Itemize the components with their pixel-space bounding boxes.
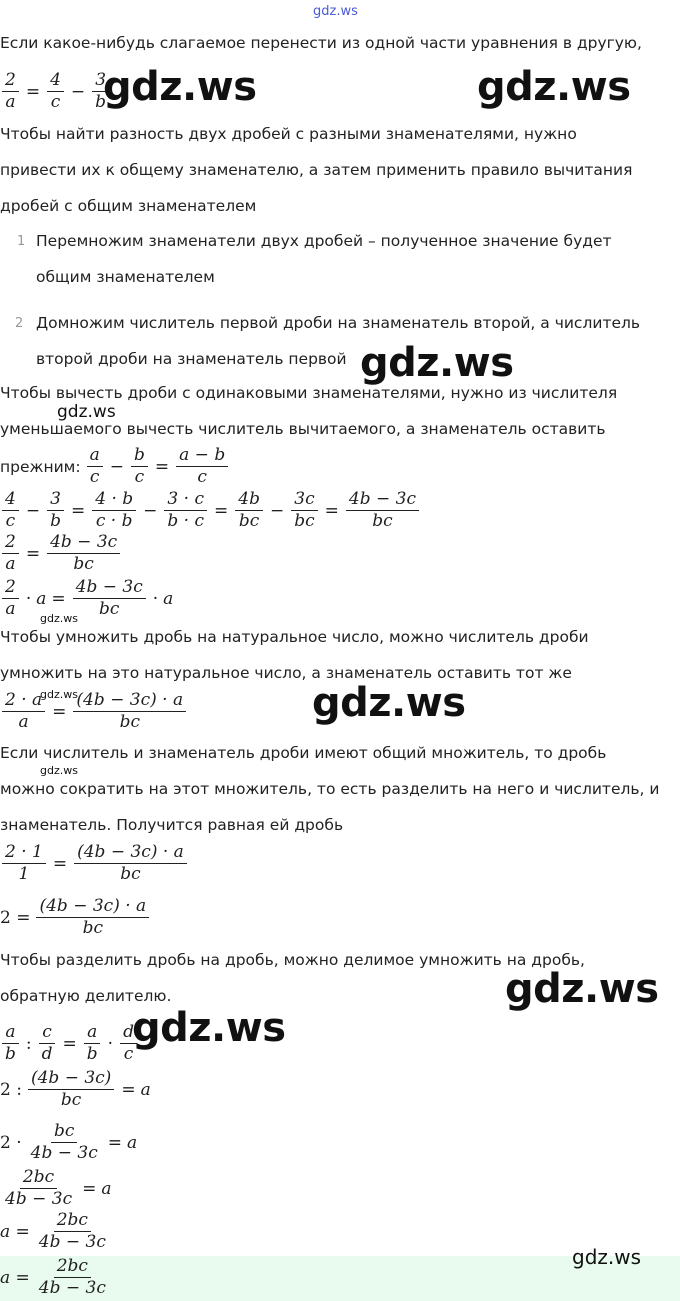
fraction: $\frac{2}{a}$ [2, 532, 19, 575]
watermark: gdz.ws [477, 64, 631, 110]
rule-subtract-same: прежним: $\frac{a}{c}$ − $\frac{b}{c}$ = $\frac{a - b}{c}$ [0, 445, 230, 488]
list-number: 2 [15, 316, 24, 331]
list-item: Домножим числитель первой дроби на знаменатель второй, а числитель [36, 314, 641, 332]
paragraph-reduce: знаменатель. Получится равная ей дробь [0, 816, 344, 834]
fraction: $\frac{a}{c}$ [87, 445, 103, 488]
equation-step: $\frac{2}{a}$ · a = $\frac{4b - 3c}{bc}$ · a [0, 577, 173, 620]
equation-step: $\frac{2 \cdot 1}{1}$ = $\frac{(4b - 3c) \cdot a}{bc}$ [0, 842, 189, 885]
fraction: $\frac{2bc}{4b - 3c}$ [38, 1256, 106, 1298]
fraction: $\frac{4b - 3c}{bc}$ [73, 577, 146, 620]
paragraph-multiply: умножить на это натуральное число, а знаменатель оставить тот же [0, 664, 572, 682]
paragraph-divide: обратную делителю. [0, 987, 172, 1005]
paragraph-difference: привести их к общему знаменателю, а затем применить правило вычитания [0, 161, 633, 179]
watermark: gdz.ws [312, 680, 466, 726]
list-number: 1 [17, 234, 26, 249]
fraction: $\frac{4}{c}$ [2, 489, 19, 532]
equation-step: 2 · $\frac{bc}{4b - 3c}$ = a [0, 1121, 138, 1163]
fraction: $\frac{(4b - 3c) \cdot a}{bc}$ [74, 842, 187, 885]
watermark: gdz.ws [360, 340, 514, 386]
fraction: $\frac{a - b}{c}$ [176, 445, 228, 488]
fraction: $\frac{4 \cdot b}{c \cdot b}$ [92, 489, 136, 532]
fraction: $\frac{bc}{4b - 3c}$ [30, 1121, 98, 1163]
paragraph-same-denominator: Чтобы вычесть дроби с одинаковыми знаменателями, нужно из числителя [0, 384, 618, 402]
answer-equation: a = $\frac{2bc}{4b - 3c}$ [0, 1256, 111, 1299]
fraction: $\frac{a}{b}$ [84, 1022, 101, 1065]
equation-common-denominator: $\frac{4}{c}$ − $\frac{3}{b}$ = $\frac{4 \cdot b}{c \cdot b}$ − $\frac{3 \cdot c}{b \cdot c}$ = $\frac{4b}{bc}$ − $\frac{3c}{bc}$ = $\frac{4b - 3c}{bc}$ [0, 489, 421, 532]
fraction: $\frac{3}{b}$ [47, 489, 64, 532]
fraction: $\frac{4b - 3c}{bc}$ [47, 532, 120, 575]
list-item: второй дроби на знаменатель первой [36, 350, 347, 368]
paragraph-difference: Чтобы найти разность двух дробей с разными знаменателями, нужно [0, 125, 577, 143]
equation-step: $\frac{2}{a}$ = $\frac{4b - 3c}{bc}$ [0, 532, 122, 575]
fraction: $\frac{4}{c}$ [47, 70, 64, 113]
paragraph-reduce: можно сократить на этот множитель, то есть разделить на него и числитель, и [0, 780, 660, 798]
fraction: $\frac{2 \cdot 1}{1}$ [2, 842, 46, 885]
paragraph-multiply: Чтобы умножить дробь на натуральное число, можно числитель дроби [0, 628, 589, 646]
watermark: gdz.ws [132, 1005, 286, 1051]
equation-step: a = $\frac{2bc}{4b - 3c}$ [0, 1210, 111, 1253]
fraction: $\frac{3}{b}$ [92, 70, 109, 113]
equation-step: 2 : $\frac{(4b - 3c)}{bc}$ = a [0, 1068, 151, 1110]
fraction: $\frac{3c}{bc}$ [291, 489, 317, 532]
watermark: gdz.ws [572, 1245, 642, 1269]
paragraph-difference: дробей с общим знаменателем [0, 197, 257, 215]
equation-initial: $\frac{2}{a}$ = $\frac{4}{c}$ − $\frac{3}{b}$ [0, 70, 111, 113]
list-item: Перемножим знаменатели двух дробей – полученное значение будет [36, 232, 612, 250]
watermark: gdz.ws [57, 402, 116, 422]
fraction: $\frac{c}{d}$ [39, 1022, 56, 1065]
fraction: $\frac{(4b - 3c)}{bc}$ [28, 1068, 114, 1111]
paragraph-divide: Чтобы разделить дробь на дробь, можно делимое умножить на дробь, [0, 951, 585, 969]
fraction: $\frac{2 \cdot a}{a}$ [2, 690, 45, 733]
fraction: $\frac{4b}{bc}$ [235, 489, 263, 532]
paragraph-reduce: Если числитель и знаменатель дроби имеют общий множитель, то дробь [0, 744, 607, 762]
watermark: gdz.ws [40, 688, 78, 701]
paragraph-same-denominator: уменьшаемого вычесть числитель вычитаемого, а знаменатель оставить [0, 420, 606, 438]
paragraph-same-denominator: прежним: [0, 457, 81, 476]
fraction: $\frac{2bc}{4b - 3c}$ [38, 1210, 106, 1252]
watermark: gdz.ws [505, 966, 659, 1012]
watermark: gdz.ws [40, 612, 78, 625]
fraction: $\frac{d}{c}$ [120, 1022, 137, 1065]
equation-step: $\frac{2 \cdot a}{a}$ = $\frac{(4b - 3c) \cdot a}{bc}$ [0, 690, 188, 733]
fraction: $\frac{3 \cdot c}{b \cdot c}$ [164, 489, 207, 532]
top-watermark: gdz.ws [313, 4, 358, 19]
fraction: $\frac{2}{a}$ [2, 70, 19, 113]
fraction: $\frac{(4b - 3c) \cdot a}{bc}$ [73, 690, 186, 733]
rule-divide: $\frac{a}{b}$ : $\frac{c}{d}$ = $\frac{a}{b}$ · $\frac{d}{c}$ [0, 1022, 139, 1065]
fraction: $\frac{b}{c}$ [131, 445, 148, 488]
watermark: gdz.ws [103, 64, 257, 110]
equation-step: $\frac{2bc}{4b - 3c}$ = a [0, 1167, 111, 1210]
fraction: $\frac{2bc}{4b - 3c}$ [5, 1167, 73, 1209]
fraction: $\frac{2}{a}$ [2, 577, 19, 620]
fraction: $\frac{(4b - 3c) \cdot a}{bc}$ [36, 896, 149, 939]
fraction: $\frac{4b - 3c}{bc}$ [346, 489, 419, 532]
list-item: общим знаменателем [36, 268, 215, 286]
paragraph-transfer: Если какое-нибудь слагаемое перенести из одной части уравнения в другую, [0, 34, 642, 52]
fraction: $\frac{a}{b}$ [2, 1022, 19, 1065]
equation-step: 2 = $\frac{(4b - 3c) \cdot a}{bc}$ [0, 896, 151, 939]
watermark: gdz.ws [40, 764, 78, 777]
